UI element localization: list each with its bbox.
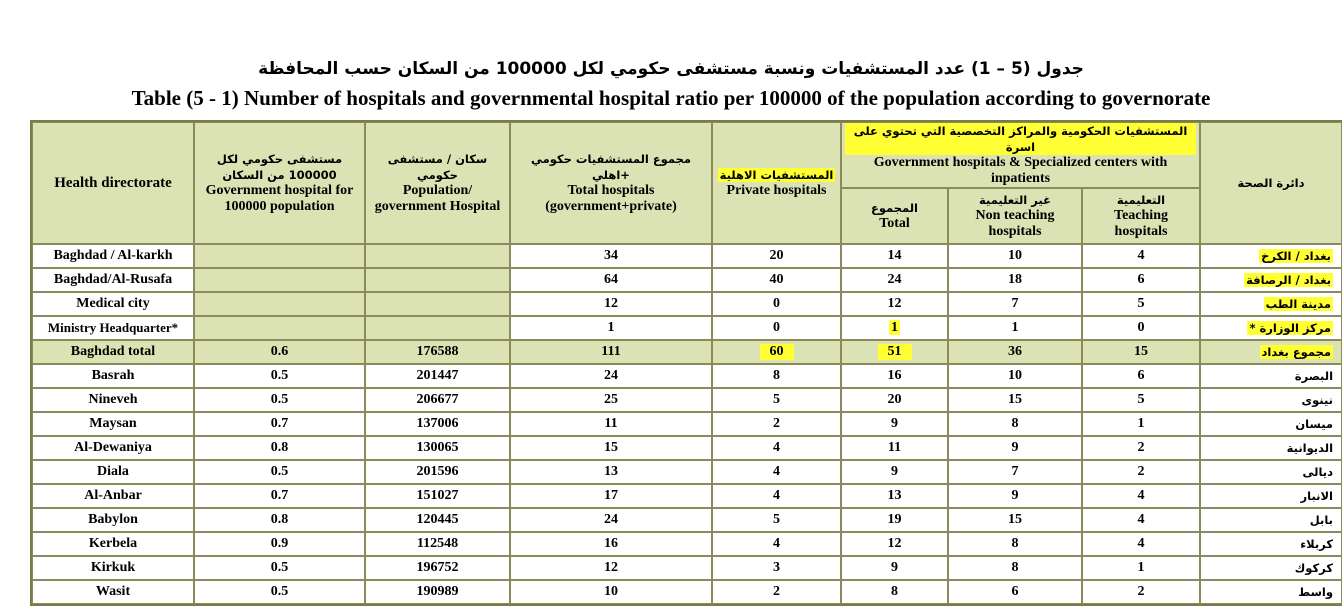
- row-total: 25: [510, 388, 712, 412]
- row-private: 5: [712, 388, 841, 412]
- header-ratio: مستشفى حكومي لكل 100000 من السكان Government hospital for 100000 population: [194, 122, 365, 244]
- row-gov-total: 9: [841, 556, 948, 580]
- row-name: Kerbela: [32, 532, 194, 556]
- table-title-english: Table (5 - 1) Number of hospitals and governmental hospital ratio per 100000 of the population according to governorate: [131, 86, 1211, 110]
- row-non-teaching: 1: [948, 316, 1082, 340]
- row-population: 137006: [365, 412, 510, 436]
- row-population: 206677: [365, 388, 510, 412]
- row-gov-total: 11: [841, 436, 948, 460]
- table-row: [32, 508, 1342, 532]
- row-ratio: 0.5: [194, 460, 365, 484]
- row-ratio: 0.8: [194, 508, 365, 532]
- row-total: 16: [510, 532, 712, 556]
- row-name-arabic: كركوك: [1200, 556, 1342, 580]
- row-total: 11: [510, 412, 712, 436]
- row-private: 2: [712, 412, 841, 436]
- row-teaching: 15: [1082, 340, 1200, 364]
- table-row: [32, 388, 1342, 412]
- row-teaching: 2: [1082, 580, 1200, 604]
- row-name: Babylon: [32, 508, 194, 532]
- header-government-group: المستشفيات الحكومية والمراكز التخصصية التي تحتوي على اسرة Government hospitals & Specialized centers with inpatients: [841, 122, 1200, 188]
- row-name-arabic: البصرة: [1200, 364, 1342, 388]
- row-name: Nineveh: [32, 388, 194, 412]
- row-gov-total: 51: [841, 340, 948, 364]
- header-private-hospitals: المستشفيات الاهلية Private hospitals: [712, 122, 841, 244]
- row-non-teaching: 6: [948, 580, 1082, 604]
- table-row: [32, 532, 1342, 556]
- table-row: [32, 364, 1342, 388]
- table-row: [32, 556, 1342, 580]
- row-non-teaching: 15: [948, 508, 1082, 532]
- row-total: 24: [510, 508, 712, 532]
- header-directorate-arabic: دائرة الصحة: [1200, 122, 1342, 244]
- row-name: Al-Dewaniya: [32, 436, 194, 460]
- row-non-teaching: 15: [948, 388, 1082, 412]
- row-gov-total: 9: [841, 412, 948, 436]
- header-total-hospitals: مجموع المستشفيات حكومي +اهلي Total hospitals (government+private): [510, 122, 712, 244]
- row-gov-total: 16: [841, 364, 948, 388]
- row-total: 10: [510, 580, 712, 604]
- row-teaching: 5: [1082, 292, 1200, 316]
- row-private: 60: [712, 340, 841, 364]
- row-teaching: 2: [1082, 460, 1200, 484]
- table-row: [32, 292, 1342, 316]
- row-non-teaching: 8: [948, 412, 1082, 436]
- row-non-teaching: 7: [948, 460, 1082, 484]
- row-private: 4: [712, 532, 841, 556]
- header-teaching: التعليمية Teaching hospitals: [1082, 188, 1200, 244]
- row-gov-total: 20: [841, 388, 948, 412]
- row-gov-total: 8: [841, 580, 948, 604]
- row-name-arabic: ديالى: [1200, 460, 1342, 484]
- row-name: Baghdad total: [32, 340, 194, 364]
- row-teaching: 4: [1082, 484, 1200, 508]
- table-row: [32, 484, 1342, 508]
- row-gov-total: 12: [841, 292, 948, 316]
- row-name: Al-Anbar: [32, 484, 194, 508]
- row-gov-total: 19: [841, 508, 948, 532]
- row-gov-total: 14: [841, 244, 948, 268]
- row-private: 4: [712, 484, 841, 508]
- row-name-arabic: بغداد / الكرخ: [1200, 244, 1342, 268]
- row-private: 8: [712, 364, 841, 388]
- row-private: 3: [712, 556, 841, 580]
- row-total: 12: [510, 292, 712, 316]
- header-gov-total: المجموع Total: [841, 188, 948, 244]
- header-non-teaching: غير التعليمية Non teaching hospitals: [948, 188, 1082, 244]
- row-ratio: 0.9: [194, 532, 365, 556]
- row-ratio: 0.5: [194, 580, 365, 604]
- row-population: 112548: [365, 532, 510, 556]
- row-name-arabic: الديوانية: [1200, 436, 1342, 460]
- row-non-teaching: 9: [948, 436, 1082, 460]
- table-row: [32, 460, 1342, 484]
- row-gov-total: 9: [841, 460, 948, 484]
- row-total: 12: [510, 556, 712, 580]
- row-total: 64: [510, 268, 712, 292]
- row-ratio: [194, 268, 365, 292]
- row-name-arabic: بابل: [1200, 508, 1342, 532]
- table-row: [32, 268, 1342, 292]
- row-ratio: [194, 244, 365, 268]
- row-population: 120445: [365, 508, 510, 532]
- row-private: 20: [712, 244, 841, 268]
- row-name-arabic: مركز الوزارة *: [1200, 316, 1342, 340]
- header-health-directorate: Health directorate: [32, 122, 194, 244]
- row-teaching: 2: [1082, 436, 1200, 460]
- row-name: Kirkuk: [32, 556, 194, 580]
- row-teaching: 4: [1082, 532, 1200, 556]
- row-name-arabic: ميسان: [1200, 412, 1342, 436]
- table-row-baghdad-total: [32, 340, 1342, 364]
- row-teaching: 0: [1082, 316, 1200, 340]
- row-private: 2: [712, 580, 841, 604]
- row-population: 201596: [365, 460, 510, 484]
- row-name: Diala: [32, 460, 194, 484]
- row-total: 17: [510, 484, 712, 508]
- hospitals-table: [30, 120, 1342, 606]
- row-non-teaching: 10: [948, 244, 1082, 268]
- row-population: 196752: [365, 556, 510, 580]
- header-population: سكان / مستشفى حكومي Population/ government Hospital: [365, 122, 510, 244]
- table-title-arabic: جدول (5 – 1) عدد المستشفيات ونسبة مستشفى حكومي لكل 100000 من السكان حسب المحافظة: [258, 59, 1084, 79]
- row-gov-total: 12: [841, 532, 948, 556]
- table-row: [32, 316, 1342, 340]
- table-row: [32, 412, 1342, 436]
- row-private: 4: [712, 460, 841, 484]
- row-teaching: 4: [1082, 508, 1200, 532]
- row-total: 1: [510, 316, 712, 340]
- table-row: [32, 244, 1342, 268]
- row-teaching: 6: [1082, 268, 1200, 292]
- row-non-teaching: 9: [948, 484, 1082, 508]
- row-private: 0: [712, 292, 841, 316]
- row-gov-total: 13: [841, 484, 948, 508]
- row-non-teaching: 10: [948, 364, 1082, 388]
- row-name-arabic: الانبار: [1200, 484, 1342, 508]
- row-total: 111: [510, 340, 712, 364]
- row-name-arabic: نينوى: [1200, 388, 1342, 412]
- row-non-teaching: 7: [948, 292, 1082, 316]
- row-total: 34: [510, 244, 712, 268]
- row-name: Ministry Headquarter*: [32, 316, 194, 340]
- row-name-arabic: بغداد / الرصافة: [1200, 268, 1342, 292]
- table-row: [32, 436, 1342, 460]
- row-total: 13: [510, 460, 712, 484]
- row-total: 15: [510, 436, 712, 460]
- row-ratio: [194, 292, 365, 316]
- row-ratio: [194, 316, 365, 340]
- row-name: Basrah: [32, 364, 194, 388]
- row-teaching: 6: [1082, 364, 1200, 388]
- row-ratio: 0.7: [194, 412, 365, 436]
- row-name: Medical city: [32, 292, 194, 316]
- row-ratio: 0.6: [194, 340, 365, 364]
- row-population: [365, 292, 510, 316]
- row-non-teaching: 36: [948, 340, 1082, 364]
- row-teaching: 1: [1082, 412, 1200, 436]
- row-ratio: 0.7: [194, 484, 365, 508]
- row-non-teaching: 18: [948, 268, 1082, 292]
- row-teaching: 1: [1082, 556, 1200, 580]
- row-private: 5: [712, 508, 841, 532]
- row-population: [365, 268, 510, 292]
- row-population: 190989: [365, 580, 510, 604]
- row-name-arabic: مدينة الطب: [1200, 292, 1342, 316]
- row-name: Baghdad/Al-Rusafa: [32, 268, 194, 292]
- row-private: 4: [712, 436, 841, 460]
- row-population: [365, 316, 510, 340]
- row-name: Maysan: [32, 412, 194, 436]
- row-name-arabic: واسط: [1200, 580, 1342, 604]
- row-gov-total: 1: [841, 316, 948, 340]
- row-ratio: 0.5: [194, 364, 365, 388]
- row-gov-total: 24: [841, 268, 948, 292]
- row-teaching: 4: [1082, 244, 1200, 268]
- row-ratio: 0.5: [194, 388, 365, 412]
- row-population: 201447: [365, 364, 510, 388]
- row-name-arabic: كربلاء: [1200, 532, 1342, 556]
- row-name: Baghdad / Al-karkh: [32, 244, 194, 268]
- row-private: 0: [712, 316, 841, 340]
- row-population: 176588: [365, 340, 510, 364]
- table-row: [32, 580, 1342, 604]
- row-name-arabic: مجموع بغداد: [1200, 340, 1342, 364]
- row-total: 24: [510, 364, 712, 388]
- row-population: 151027: [365, 484, 510, 508]
- row-population: 130065: [365, 436, 510, 460]
- row-private: 40: [712, 268, 841, 292]
- row-non-teaching: 8: [948, 532, 1082, 556]
- row-name: Wasit: [32, 580, 194, 604]
- row-non-teaching: 8: [948, 556, 1082, 580]
- row-teaching: 5: [1082, 388, 1200, 412]
- row-population: [365, 244, 510, 268]
- row-ratio: 0.5: [194, 556, 365, 580]
- row-ratio: 0.8: [194, 436, 365, 460]
